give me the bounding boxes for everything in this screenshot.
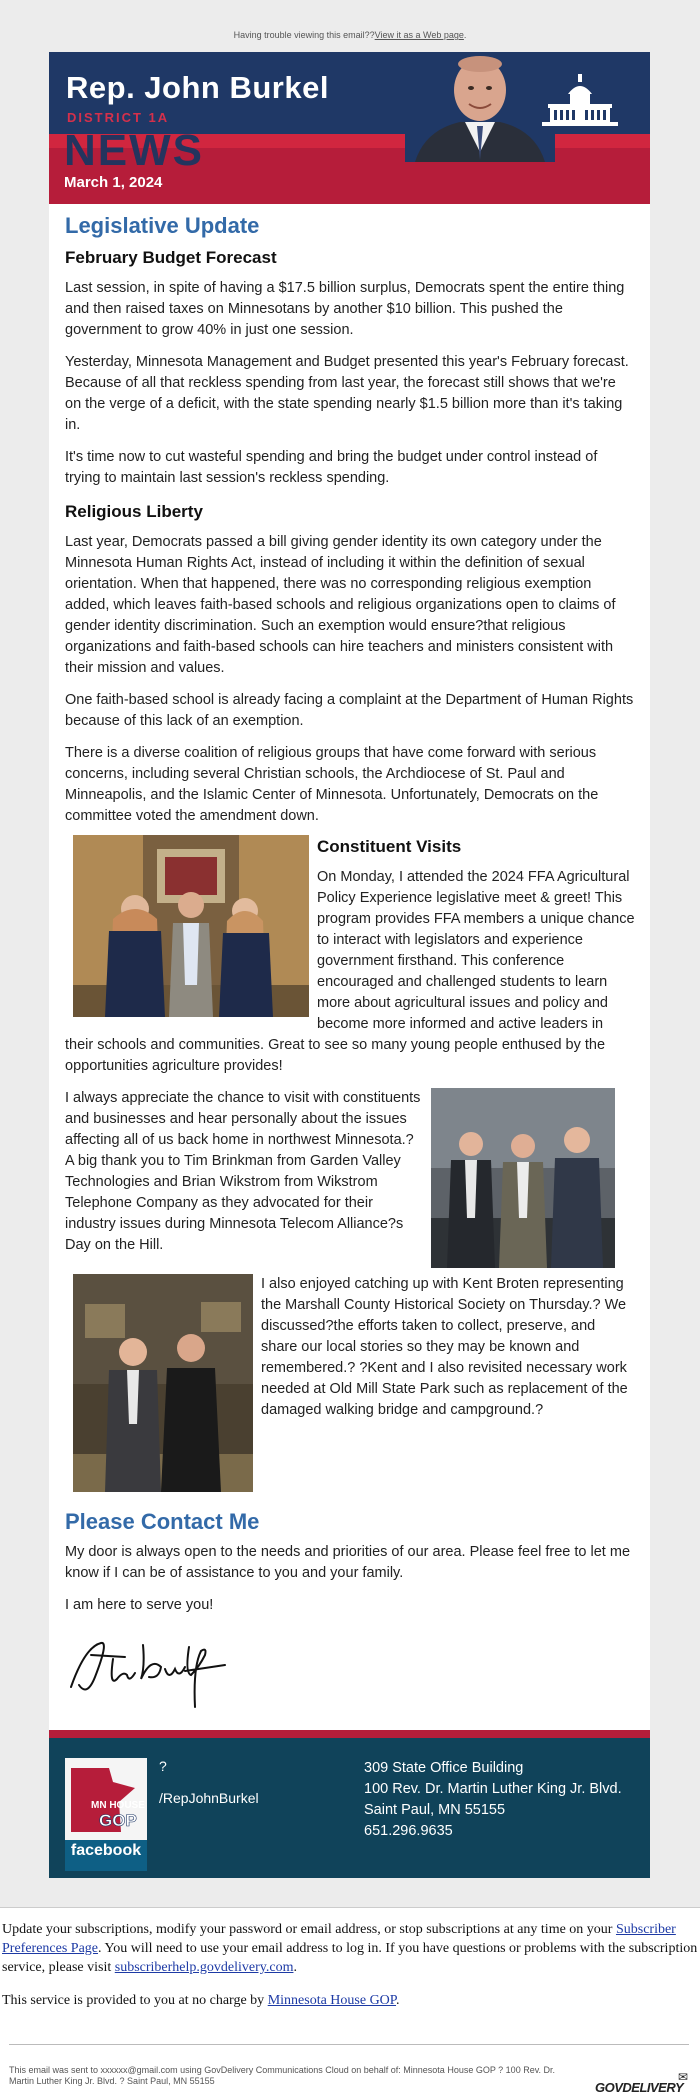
district-label: DISTRICT 1A xyxy=(67,110,170,125)
religious-paragraph-3: There is a diverse coalition of religious groups that have come forward with serious concerns, including several Christian schools, the Archdiocese of St. Paul and Minneapolis, and the Islamic Center of Minnesota. Unfortunately, Democrats on the committee voted the amendment down. xyxy=(65,745,599,824)
legal-text: This email was sent to xxxxxx@gmail.com using GovDelivery Communications Cloud on behalf of: Minnesota House GOP ? 100 Rev. Dr. Martin Luther King Jr. Blvd. ? Saint Paul, MN 55155 xyxy=(9,2065,556,2086)
budget-paragraph-2: Yesterday, Minnesota Management and Budget presented this year's February forecast. Because of all that reckless spending from last year, the forecast still shows that we're on the verge of a deficit, with the state spending nearly $1.5 billion more than it's taking in. xyxy=(65,354,629,433)
footer-question-mark: ? xyxy=(159,1758,167,1774)
service-text-end: . xyxy=(396,1993,400,2008)
serve-you-line: I am here to serve you! xyxy=(65,1597,214,1613)
facebook-label: facebook xyxy=(70,1842,142,1859)
govdelivery-mail-icon: ✉ xyxy=(678,2070,689,2084)
address-line-3: Saint Paul, MN 55155 xyxy=(364,1802,506,1818)
religious-paragraph-2: One faith-based school is already facing a complaint at the Department of Human Rights because of this lack of an exemption. xyxy=(65,692,634,729)
newsletter-header xyxy=(49,52,650,204)
historical-society-visit xyxy=(65,1274,635,1498)
subscriber-help-link[interactable]: subscriberhelp.govdelivery.com xyxy=(114,1960,294,1975)
subscriber-preferences-link[interactable]: Subscriber Preferences Page xyxy=(2,1922,676,1956)
subscription-text-b: . You will need to use your email address to log in. If you have questions or problems with the subscription service, please visit xyxy=(2,1941,698,1975)
footer-red-bar xyxy=(49,1730,650,1738)
office-address xyxy=(364,1758,622,1842)
newsletter-date: March 1, 2024 xyxy=(64,174,163,191)
news-wordmark: NEWS xyxy=(64,126,204,175)
please-contact-me-title: Please Contact Me xyxy=(65,1509,260,1534)
religious-liberty-heading: Religious Liberty xyxy=(65,502,203,521)
ffa-visit xyxy=(65,835,635,1088)
facebook-handle-link[interactable]: /RepJohnBurkel xyxy=(159,1790,259,1806)
logo-line1: MN HOUSE xyxy=(91,1800,145,1811)
legislative-update-title: Legislative Update xyxy=(65,213,260,238)
subscription-text-a: Update your subscriptions, modify your password or email address, or stop subscriptions at any time on your xyxy=(2,1922,616,1937)
preheader-end: . xyxy=(463,30,467,40)
representative-name: Rep. John Burkel xyxy=(66,70,329,105)
view-web-page-link[interactable]: View it as a Web page xyxy=(374,30,464,40)
telecom-visit xyxy=(65,1088,635,1274)
subscription-notice xyxy=(0,1907,700,2034)
address-line-2: 100 Rev. Dr. Martin Luther King Jr. Blvd. xyxy=(364,1781,622,1797)
newsletter xyxy=(49,52,650,1878)
subscription-paragraph xyxy=(2,1920,698,1977)
service-provider-paragraph xyxy=(2,1991,698,2010)
preheader xyxy=(0,30,700,40)
representative-portrait xyxy=(405,52,555,162)
newsletter-footer xyxy=(49,1730,650,1878)
mn-house-gop-facebook-logo[interactable] xyxy=(65,1758,147,1871)
ffa-visit-paragraph: On Monday, I attended the 2024 FFA Agricultural Policy Experience legislative meet & greet! This program provides FFA members a unique chance to interact with legislators and experience government firsthand. This conference encouraged and challenged students to learn more about agricultural issues and policy and become more informed and active leaders in their schools and communities. Great to see so many young people enthused by the opportunities agriculture provides! xyxy=(65,869,635,1074)
constituent-visits-heading: Constituent Visits xyxy=(317,837,462,856)
legal-footer xyxy=(0,2030,700,2098)
minnesota-map-icon xyxy=(65,1758,147,1840)
contact-paragraph: My door is always open to the needs and priorities of our area. Please feel free to let me know if I can be of assistance to you and your family. xyxy=(65,1544,631,1581)
historical-society-photo xyxy=(73,1274,253,1492)
govdelivery-logo[interactable]: GOVDELIVERY xyxy=(595,2080,684,2095)
preheader-text: Having trouble viewing this email?? xyxy=(233,30,375,40)
capitol-building-icon xyxy=(542,74,618,129)
address-line-1: 309 State Office Building xyxy=(364,1760,524,1776)
telecom-meeting-photo xyxy=(431,1088,615,1268)
historical-society-paragraph: I also enjoyed catching up with Kent Broten representing the Marshall County Historical Society on Thursday.? We discussed?the efforts taken to collect, preserve, and share our local stories so they may be known and remembered.? ?Kent and I also revisited necessary work needed at Old Mill State Park such as replacement of the damaged walking bridge and campground.? xyxy=(261,1276,628,1418)
budget-forecast-heading: February Budget Forecast xyxy=(65,248,277,267)
budget-paragraph-1: Last session, in spite of having a $17.5 billion surplus, Democrats spent the entire thing and then raised taxes on Minnesotans by another $10 billion. This pushed the government to grow 40% in just one session. xyxy=(65,280,625,338)
legal-divider xyxy=(9,2044,689,2045)
religious-paragraph-1: Last year, Democrats passed a bill giving gender identity its own category under the Minnesota Human Rights Act, instead of including it within the definition of sexual orientation. When that happened, there was no corresponding religious exemption added, which leaves faith-based schools and religious organizations open to claims of gender identity discrimination. Such an exemption would ensure?that religious organizations and faith-based schools can hire teachers and ministers consistent with their mission and values. xyxy=(65,534,616,676)
service-text: This service is provided to you at no charge by xyxy=(2,1993,268,2008)
logo-box xyxy=(65,1758,147,1840)
signature xyxy=(65,1627,235,1713)
minnesota-house-gop-link[interactable]: Minnesota House GOP xyxy=(267,1993,397,2008)
subscription-text-c: . xyxy=(293,1960,297,1975)
newsletter-body xyxy=(65,212,635,1720)
ffa-students-photo xyxy=(73,835,309,1017)
telecom-visit-paragraph: I always appreciate the chance to visit with constituents and businesses and hear personally about the issues affecting all of us back home in northwest Minnesota.? A big thank you to Tim Brinkman from Garden Valley Technologies and Brian Wikstrom from Wikstrom Telephone Company as they advocated for their industry issues during Minnesota Telecom Alliance?s Day on the Hill. xyxy=(65,1090,421,1253)
logo-line2: GOP xyxy=(99,1811,137,1830)
budget-paragraph-3: It's time now to cut wasteful spending and bring the budget under control instead of trying to maintain last session's reckless spending. xyxy=(65,449,598,486)
office-phone: 651.296.9635 xyxy=(364,1823,453,1839)
